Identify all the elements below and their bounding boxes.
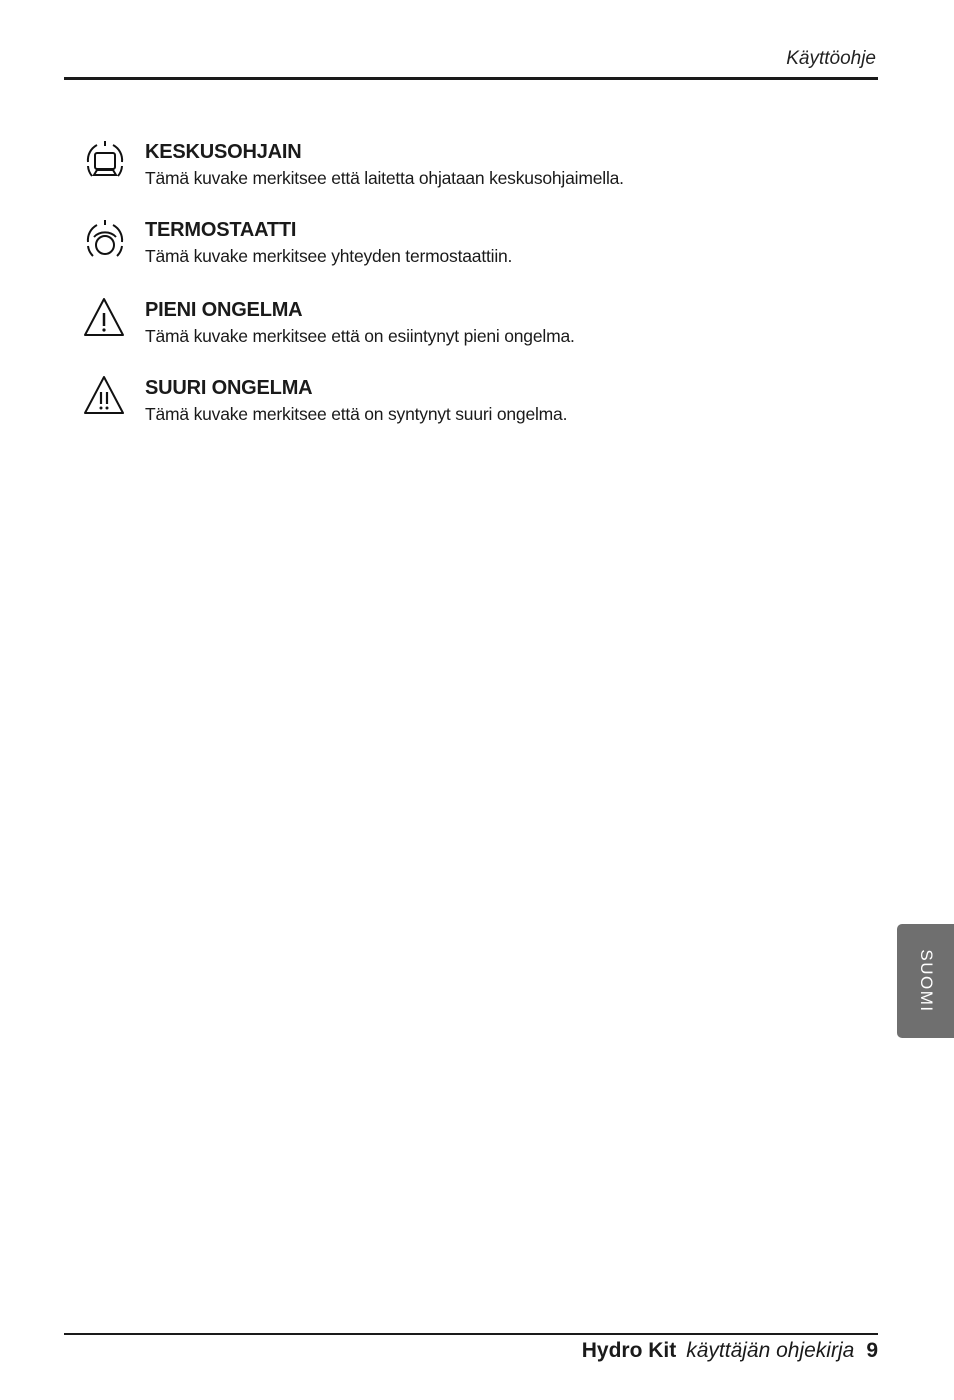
footer-divider bbox=[64, 1333, 878, 1335]
footer-brand: Hydro Kit bbox=[581, 1339, 677, 1362]
entry-description: Tämä kuvake merkitsee yhteyden termostaattiin. bbox=[145, 246, 513, 266]
entry-title: PIENI ONGELMA bbox=[145, 299, 303, 321]
warning-small-icon bbox=[80, 297, 130, 347]
footer-subtitle: käyttäjän ohjekirja bbox=[686, 1339, 855, 1362]
language-label: SUOMI bbox=[916, 949, 936, 1013]
page-header-title: Käyttöohje bbox=[786, 48, 876, 69]
central-control-icon bbox=[80, 139, 130, 189]
entry-title: TERMOSTAATTI bbox=[145, 219, 297, 241]
language-side-tab bbox=[897, 924, 954, 1038]
entry-description: Tämä kuvake merkitsee että on esiintynyt pieni ongelma. bbox=[145, 326, 575, 346]
header-divider bbox=[64, 77, 878, 80]
page-number: 9 bbox=[866, 1339, 878, 1362]
page-footer bbox=[582, 1339, 878, 1363]
thermostat-icon bbox=[80, 217, 130, 267]
entry-description: Tämä kuvake merkitsee että on syntynyt suuri ongelma. bbox=[145, 404, 568, 424]
entry-title: SUURI ONGELMA bbox=[145, 377, 313, 399]
entry-description: Tämä kuvake merkitsee että laitetta ohjataan keskusohjaimella. bbox=[145, 168, 624, 188]
entry-title: KESKUSOHJAIN bbox=[145, 141, 302, 163]
warning-large-icon bbox=[80, 375, 130, 425]
